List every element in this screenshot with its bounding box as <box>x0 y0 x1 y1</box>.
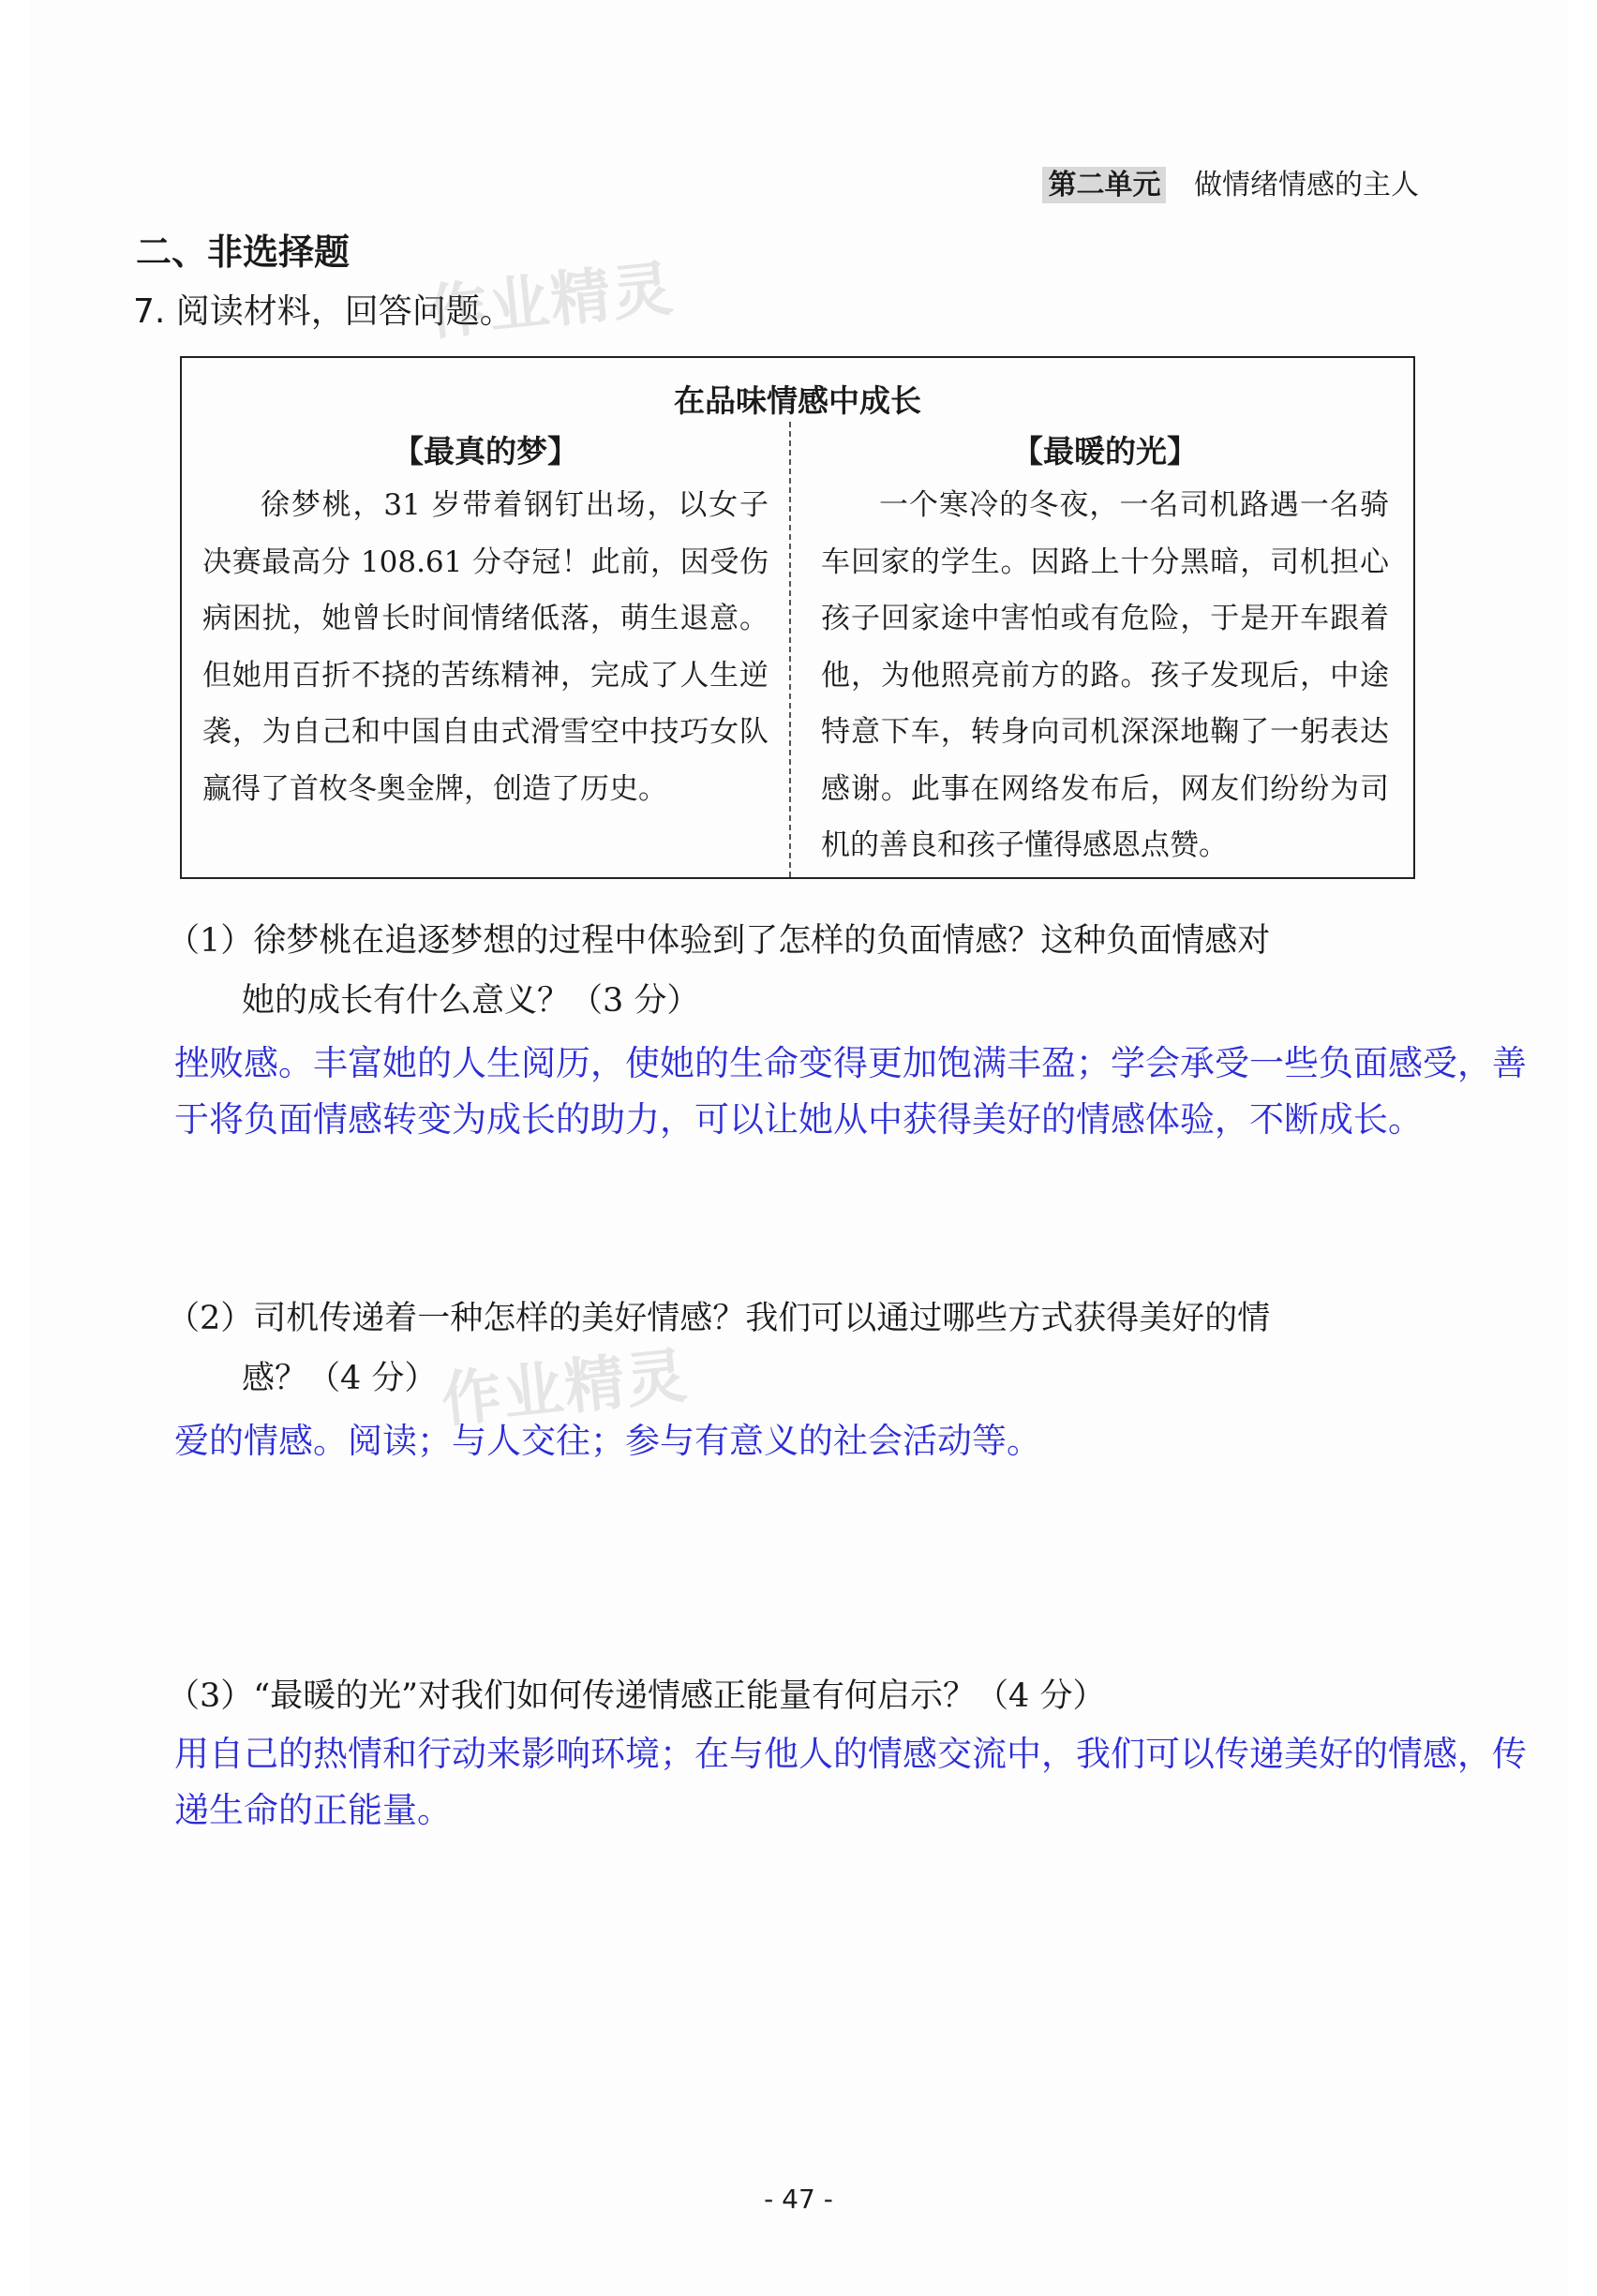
question-stem: 7. 阅读材料，回答问题。 <box>133 292 514 331</box>
material-left-column <box>182 422 791 877</box>
sub-question-2-line2: 感？（4 分） <box>242 1360 438 1397</box>
watermark: 作业精灵 <box>438 1341 692 1437</box>
page-number: - 47 - <box>764 2184 833 2214</box>
sub-question-1 <box>167 911 1270 1031</box>
section-title: 二、非选择题 <box>136 231 351 273</box>
right-text: 一个寒冷的冬夜，一名司机路遇一名骑车回家的学生。因路上十分黑暗，司机担心孩子回家途中害怕或有危险，于是开车跟着他，为他照亮前方的路。孩子发现后，中途特意下车，转身向司机深深地鞠了一躬表达感谢。此事在网络发布后，网友们纷纷为司机的善良和孩子懂得感恩点赞。 <box>821 488 1389 862</box>
sub-question-2-line1: （2）司机传递着一种怎样的美好情感？我们可以通过哪些方式获得美好的情 <box>167 1300 1271 1337</box>
sub-question-1-line1: （1）徐梦桃在追逐梦想的过程中体验到了怎样的负面情感？这种负面情感对 <box>167 922 1271 960</box>
answer-3: 用自己的热情和行动来影响环境；在与他人的情感交流中，我们可以传递美好的情感，传递生命的正能量。 <box>174 1734 1527 1830</box>
unit-header <box>1042 161 1419 202</box>
sub-question-2 <box>167 1289 1270 1409</box>
answer-1: 挫败感。丰富她的人生阅历，使她的生命变得更加饱满丰盈；学会承受一些负面感受，善于将负面情感转变为成长的助力，可以让她从中获得美好的情感体验，不断成长。 <box>174 1043 1527 1140</box>
unit-title: 做情绪情感的主人 <box>1194 169 1419 201</box>
sub-question-3-line1: （3）“最暖的光”对我们如何传递情感正能量有何启示？（4 分） <box>167 1677 1106 1715</box>
material-right-column <box>800 422 1410 877</box>
left-heading: 【最真的梦】 <box>393 433 578 470</box>
page-sheet <box>30 0 1567 2296</box>
sub-question-1-line2: 她的成长有什么意义？（3 分） <box>242 982 700 1020</box>
material-box <box>180 356 1415 879</box>
watermark: 作业精灵 <box>424 254 678 350</box>
sub-question-3 <box>167 1666 1105 1726</box>
right-heading: 【最暖的光】 <box>1012 433 1198 470</box>
material-title: 在品味情感中成长 <box>674 382 921 419</box>
unit-label: 第二单元 <box>1042 167 1166 203</box>
left-text: 徐梦桃，31 岁带着钢钉出场，以女子决赛最高分 108.61 分夺冠！此前，因受伤病困扰，她曾长时间情绪低落，萌生退意。但她用百折不挠的苦练精神，完成了人生逆袭，为自己和中国自由式滑雪空中技巧女队赢得了首枚冬奥金牌，创造了历史。 <box>202 488 769 806</box>
answer-2: 爱的情感。阅读；与人交往；参与有意义的社会活动等。 <box>174 1421 1041 1461</box>
